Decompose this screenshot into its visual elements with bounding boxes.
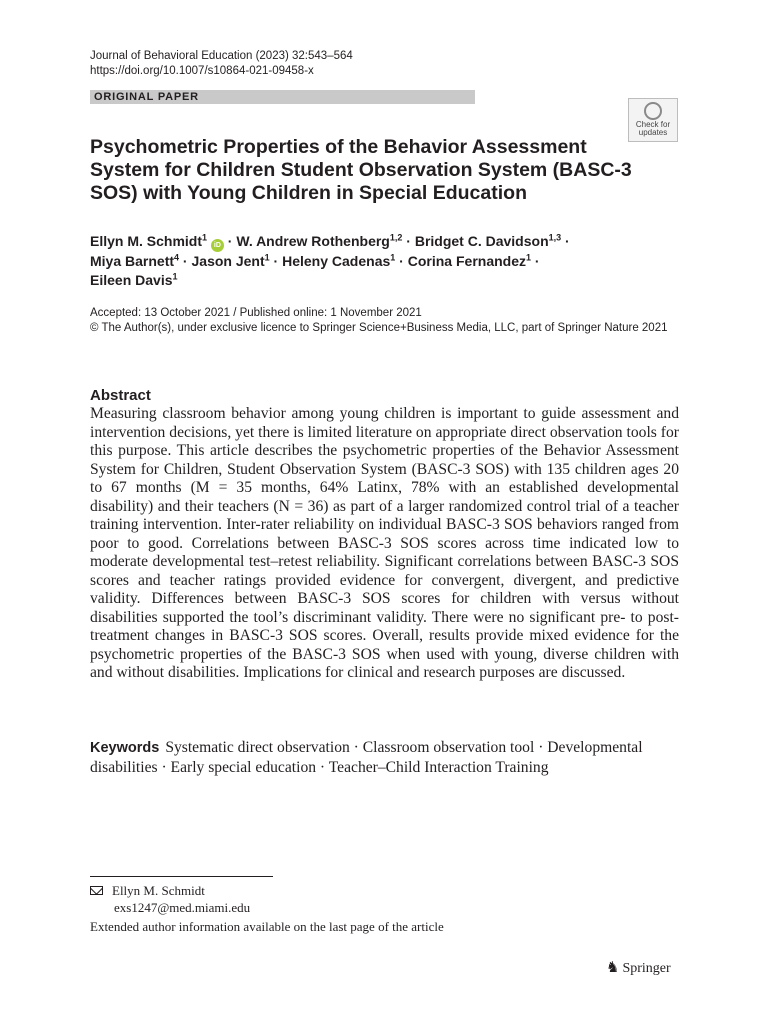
author-affiliation: 1 xyxy=(202,232,208,243)
author-name[interactable]: Ellyn M. Schmidt xyxy=(90,233,203,249)
author-affiliation: 1 xyxy=(526,252,532,263)
author-list: Ellyn M. Schmidt$^1$ iD · W. Andrew Rothenberg$^{1,2}$ · Bridget C. Davidson$^{1,3}$ · Miya Barnett$^4$ · Jason Jent$^1$ · Heleny Cadenas$^1$ · Corina Fernandez$^1$ · Eileen Davis$^1$ xyxy=(90,232,570,288)
author-name[interactable]: Eileen Davis xyxy=(90,272,173,288)
copyright-notice: © The Author(s), under exclusive licence to Springer Science+Business Media, LLC, part of Springer Nature 2021 xyxy=(90,322,668,334)
author-name[interactable]: Corina Fernandez xyxy=(407,253,526,269)
orcid-icon[interactable]: iD xyxy=(211,239,224,252)
email-link[interactable]: exs1247@med.miami.edu xyxy=(114,900,251,915)
corresponding-author: Ellyn M. Schmidt xyxy=(112,883,205,898)
publisher-logo xyxy=(606,958,671,977)
author-name[interactable]: Heleny Cadenas xyxy=(282,253,391,269)
author-name[interactable]: Miya Barnett xyxy=(90,253,175,269)
keywords-text: Systematic direct observation · Classroom observation tool · Developmental disabilities · Early special education · Teacher–Child Interaction Training xyxy=(90,739,643,776)
footnote-rule xyxy=(90,876,273,877)
author-name[interactable]: Jason Jent xyxy=(191,253,265,269)
paper-title: Psychometric Properties of the Behavior Assessment System for Children Student Observation System (BASC-3 SOS) with Young Children in Special Education xyxy=(90,136,632,204)
keywords-label: Keywords xyxy=(90,740,160,756)
journal-header xyxy=(90,49,353,79)
update-icon xyxy=(644,102,662,120)
envelope-icon xyxy=(90,886,103,895)
extended-author-info: Extended author information available on the last page of the article xyxy=(90,919,444,934)
badge-line1: Check for xyxy=(635,120,671,129)
author-affiliation: 1 xyxy=(264,252,270,263)
abstract-heading: Abstract xyxy=(90,387,151,404)
author-affiliation: 4 xyxy=(174,252,180,263)
article-type-banner: ORIGINAL PAPER xyxy=(90,90,475,104)
springer-horse-icon: ♞ xyxy=(606,960,620,976)
doi-link[interactable]: https://doi.org/10.1007/s10864-021-09458-x xyxy=(90,65,314,77)
correspondence-block xyxy=(90,882,250,916)
author-affiliation: 1 xyxy=(390,252,396,263)
abstract-text: Measuring classroom behavior among young children is important to guide assessment and intervention decisions, yet there is limited literature on appropriate direct observation tools for this purpose. This article describes the psychometric properties of the Behavior Assessment System for Children, Student Observation System (BASC-3 SOS) with 135 children ages 20 to 67 months (M = 35 months, 64% Latinx, 78% with an established developmental disability) and their teachers (N = 36) as part of a larger randomized control trial of a teacher training intervention. Inter-rater reliability on individual BASC-3 SOS behaviors ranged from poor to good. Correlations between BASC-3 SOS scores across time indicated low to moderate developmental test–retest reliability. Significant correlations between BASC-3 SOS scores and teacher ratings provided evidence for convergent, divergent, and predictive validity. Differences between BASC-3 SOS scores for children with versus without disabilities supported the tool’s discriminant validity. There were no significant pre- to post-treatment changes in BASC-3 SOS scores. Overall, results provide mixed evidence for the psychometric properties of the BASC-3 SOS when used with young, diverse children with and without disabilities. Implications for clinical and research purposes are discussed. xyxy=(90,405,679,681)
keywords-section xyxy=(90,738,679,777)
author-affiliation: 1 xyxy=(172,271,178,282)
publisher-name: Springer xyxy=(622,961,671,976)
publication-dates: Accepted: 13 October 2021 / Published online: 1 November 2021 xyxy=(90,307,422,319)
badge-line2: updates xyxy=(638,128,668,137)
author-affiliation: 1,2 xyxy=(389,232,403,243)
publication-info xyxy=(90,306,690,336)
author-affiliation: 1,3 xyxy=(548,232,562,243)
author-name[interactable]: W. Andrew Rothenberg xyxy=(236,233,390,249)
journal-citation: Journal of Behavioral Education (2023) 32:543–564 xyxy=(90,50,353,62)
author-name[interactable]: Bridget C. Davidson xyxy=(414,233,549,249)
